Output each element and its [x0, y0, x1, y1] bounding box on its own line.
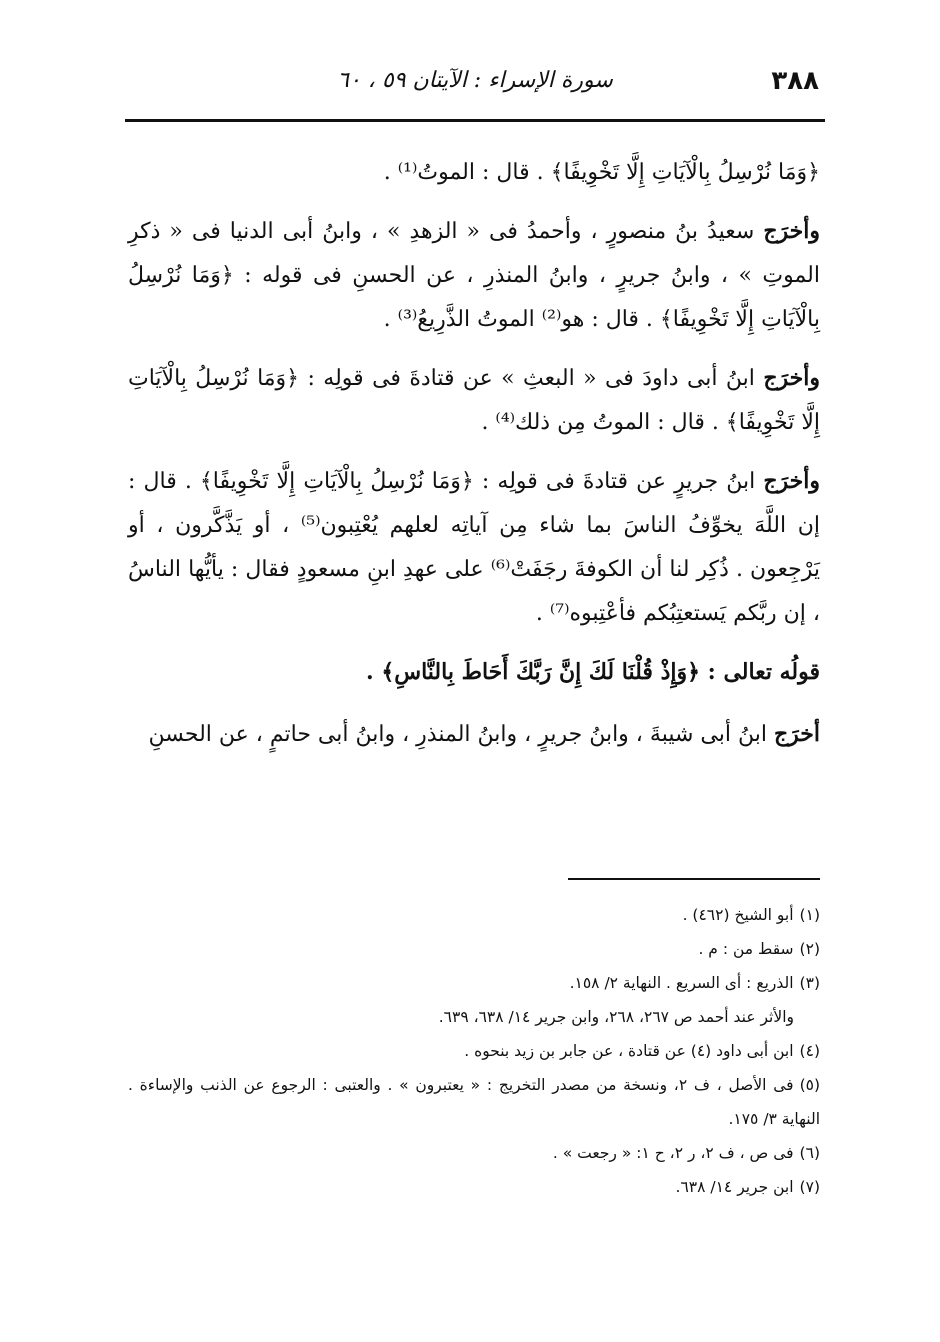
paragraph-lead: أخرَج — [773, 721, 820, 747]
footnote-text: فى الأصل ، ف ٢، ونسخة من مصدر التخريج : « يعتبرون » . والعتبى : الرجوع عن الذنب والإساءة . النهاية ٣/ ١٧٥. — [128, 1076, 820, 1128]
header-rule — [125, 119, 825, 122]
paragraph-2 — [128, 209, 820, 342]
paragraph-lead: وأخرَج — [763, 365, 820, 391]
footnote-text: ابن أبى داود (٤) عن قتادة ، عن جابر بن زيد بنحوه . — [464, 1042, 794, 1060]
footnote-text: الذريع : أى السريع . النهاية ٢/ ١٥٨. — [569, 974, 794, 992]
footnote-number: (٤) — [799, 1042, 820, 1060]
footnote-number: (٥) — [799, 1076, 821, 1094]
main-text — [128, 150, 820, 771]
paragraph-text: ابنُ أبى داودَ فى « البعثِ » عن قتادةَ فى قولِه : ﴿وَمَا نُرْسِلُ بِالْآيَاتِ إِلَّا تَخْوِيفًا﴾ . قال : الموتُ مِن ذلك⁽⁴⁾ . — [128, 366, 820, 435]
page-number: ٣٨٨ — [771, 66, 819, 96]
footnote-number: (٧) — [799, 1178, 820, 1196]
footnote-number: (٢) — [799, 940, 820, 958]
footnote-number: (٣) — [799, 974, 820, 992]
paragraph-text: ابنُ أبى شيبةَ ، وابنُ جريرٍ ، وابنُ المنذرِ ، وابنُ أبى حاتمٍ ، عن الحسنِ — [148, 722, 774, 747]
verse-heading-text: : ﴿وَإِذْ قُلْنَا لَكَ إِنَّ رَبَّكَ أَحَاطَ بِالنَّاسِ﴾ . — [366, 659, 724, 685]
footnote-text: سقط من : م . — [698, 940, 794, 958]
paragraph-lead: وأخرَج — [763, 218, 820, 244]
page-header — [125, 66, 825, 110]
footnote-text: والأثر عند أحمد ص ٢٦٧، ٢٦٨، وابن جرير ١٤/ ٦٣٨، ٦٣٩. — [438, 1008, 794, 1026]
paragraph-3 — [128, 356, 820, 445]
footnote-7 — [128, 1170, 820, 1204]
paragraph-text: سعيدُ بنُ منصورٍ ، وأحمدُ فى « الزهدِ » ، وابنُ أبى الدنيا فى « ذكرِ الموتِ » ، وابنُ جريرٍ ، وابنُ المنذرِ ، عن الحسنِ فى قوله : ﴿وَمَا نُرْسِلُ بِالْآيَاتِ إِلَّا تَخْوِيفًا﴾ . قال : هو⁽²⁾ الموتُ الذَّرِيعُ⁽³⁾ . — [128, 219, 820, 332]
paragraph-1 — [128, 150, 820, 195]
footnote-text: أبو الشيخ (٤٦٢) . — [682, 906, 794, 924]
footnote-4 — [128, 1034, 820, 1068]
paragraph-5 — [128, 712, 820, 757]
footnote-1 — [128, 898, 820, 932]
footnotes — [128, 898, 820, 1204]
footnote-3 — [128, 966, 820, 1000]
footnote-3-continued — [128, 1000, 820, 1034]
verse-heading — [128, 650, 820, 694]
paragraph-text: ابنُ جريرٍ عن قتادةَ فى قولِه : ﴿وَمَا نُرْسِلُ بِالْآيَاتِ إِلَّا تَخْوِيفًا﴾ . قال : إن اللَّهَ يخوِّفُ الناسَ بما شاء مِن آياتِه لعلهم يُعْتِبون⁽⁵⁾ ، أو يَذَّكَّرون ، أو يَرْجِعون . ذُكِر لنا أن الكوفةَ رجَفَتْ⁽⁶⁾ على عهدِ ابنِ مسعودٍ فقال : يأيُّها الناسُ ، إن ربَّكم يَستعتِبُكم فأعْتِبوه⁽⁷⁾ . — [128, 469, 821, 626]
paragraph-lead: وأخرَج — [763, 468, 820, 494]
paragraph-text: ﴿وَمَا نُرْسِلُ بِالْآيَاتِ إِلَّا تَخْوِيفًا﴾ . قال : الموتُ⁽¹⁾ . — [383, 160, 820, 185]
footnote-6 — [128, 1136, 820, 1170]
footnote-number: (١) — [799, 906, 820, 924]
running-title: سورة الإسراء : الآيتان ٥٩ ، ٦٠ — [337, 68, 613, 93]
verse-heading-lead: قولُه تعالى — [723, 659, 820, 685]
footnote-text: فى ص ، ف ٢، ر ٢، ح ١: « رجعت » . — [552, 1144, 794, 1162]
footnote-2 — [128, 932, 820, 966]
footnote-text: ابن جرير ١٤/ ٦٣٨. — [675, 1178, 794, 1196]
footnote-rule — [568, 878, 820, 880]
paragraph-4 — [128, 459, 820, 636]
footnote-5 — [128, 1068, 820, 1136]
footnote-number: (٦) — [799, 1144, 820, 1162]
